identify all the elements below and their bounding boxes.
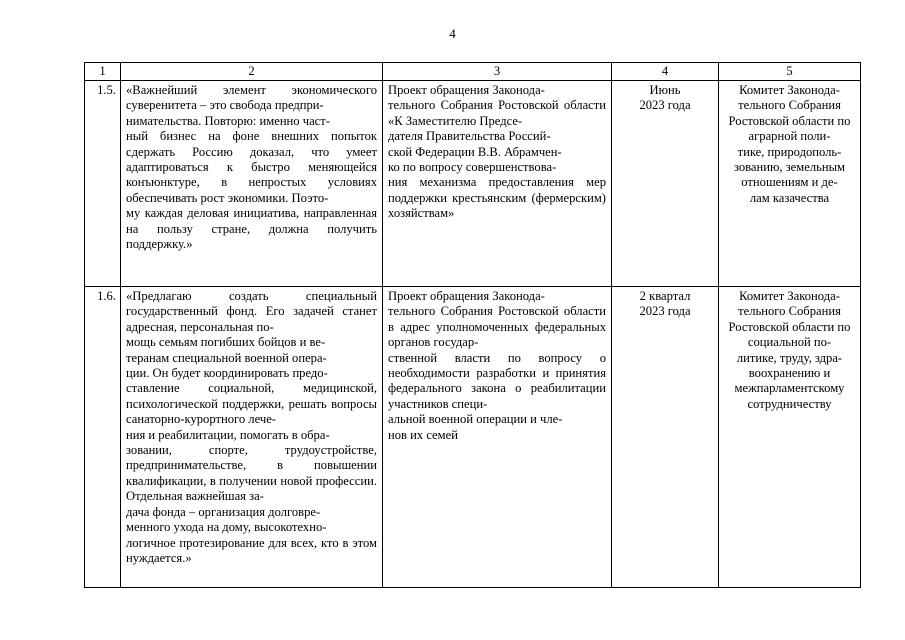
header-cell-col4: 4 bbox=[612, 63, 719, 81]
row-number-text: 1.6. bbox=[97, 289, 116, 303]
row-number-text: 1.5. bbox=[97, 83, 116, 97]
quote-text: «Предлагаю создать специальный государственный фонд. Его задачей станет адресная, персональная по- мощь семьям погибших бойцов и ве- теранам специальной военной опера- ции. Он будет координировать предо- ставление социальной, медицинской, психологической поддержки, решать вопросы санаторно-курортного лече- ния и реабилитации, помогать в обра- зовании, спорте, трудоустройстве, предпринимательстве, в повышении квалификации, в получении новой профессии. Отдельная важнейшая за- дача фонда – организация долговре- менного ухода на дому, высокотехно- логичное протезирование для всех, кто в этом нуждается.» bbox=[126, 289, 377, 565]
row-number bbox=[85, 287, 121, 588]
date-text: 2 квартал 2023 года bbox=[639, 289, 691, 319]
header-cell-col2: 2 bbox=[121, 63, 383, 81]
date-cell bbox=[612, 81, 719, 287]
header-cell-col3: 3 bbox=[383, 63, 612, 81]
date-text: Июнь 2023 года bbox=[639, 83, 691, 113]
committee-text: Комитет Законода- тельного Собрания Ростовской области по социальной по- литике, труду, здра- воохранению и межпарламентскому сотрудничеству bbox=[728, 289, 851, 411]
header-cell-col1: 1 bbox=[85, 63, 121, 81]
table-row bbox=[85, 287, 861, 588]
table-header-row bbox=[85, 63, 861, 81]
project-cell bbox=[383, 287, 612, 588]
committee-cell bbox=[719, 81, 861, 287]
committee-cell bbox=[719, 287, 861, 588]
quote-cell bbox=[121, 81, 383, 287]
project-text: Проект обращения Законода- тельного Собрания Ростовской области в адрес уполномоченных федеральных органов государ- ственной власти по вопросу о необходимости разработки и принятия федерального закона о реабилитации участников специ- альной военной операции и чле- нов их семей bbox=[388, 289, 606, 442]
plan-table bbox=[84, 62, 861, 588]
header-cell-col5: 5 bbox=[719, 63, 861, 81]
row-number bbox=[85, 81, 121, 287]
committee-text: Комитет Законода- тельного Собрания Ростовской области по аграрной поли- тике, природополь- зованию, земельным отношениям и де- лам казачества bbox=[728, 83, 851, 205]
quote-text: «Важнейший элемент экономического суверенитета – это свобода предпри- нимательства. Повторю: именно част- ный бизнес на фоне внешних попыток сдержать Россию доказал, что умеет адаптироваться к быстро меняющейся конъюнктуре, в непростых условиях обеспечивать рост экономики. Поэто- му каждая деловая инициатива, направленная на пользу стране, должна получить поддержку.» bbox=[126, 83, 377, 252]
project-cell bbox=[383, 81, 612, 287]
quote-cell bbox=[121, 287, 383, 588]
table-row bbox=[85, 81, 861, 287]
date-cell bbox=[612, 287, 719, 588]
page-number: 4 bbox=[449, 26, 456, 41]
project-text: Проект обращения Законода- тельного Собрания Ростовской области «К Заместителю Предсе- дателя Правительства Россий- ской Федерации В.В. Абрамчен- ко по вопросу совершенствова- ния механизма предоставления мер поддержки крестьянским (фермерским) хозяйствам» bbox=[388, 83, 606, 221]
